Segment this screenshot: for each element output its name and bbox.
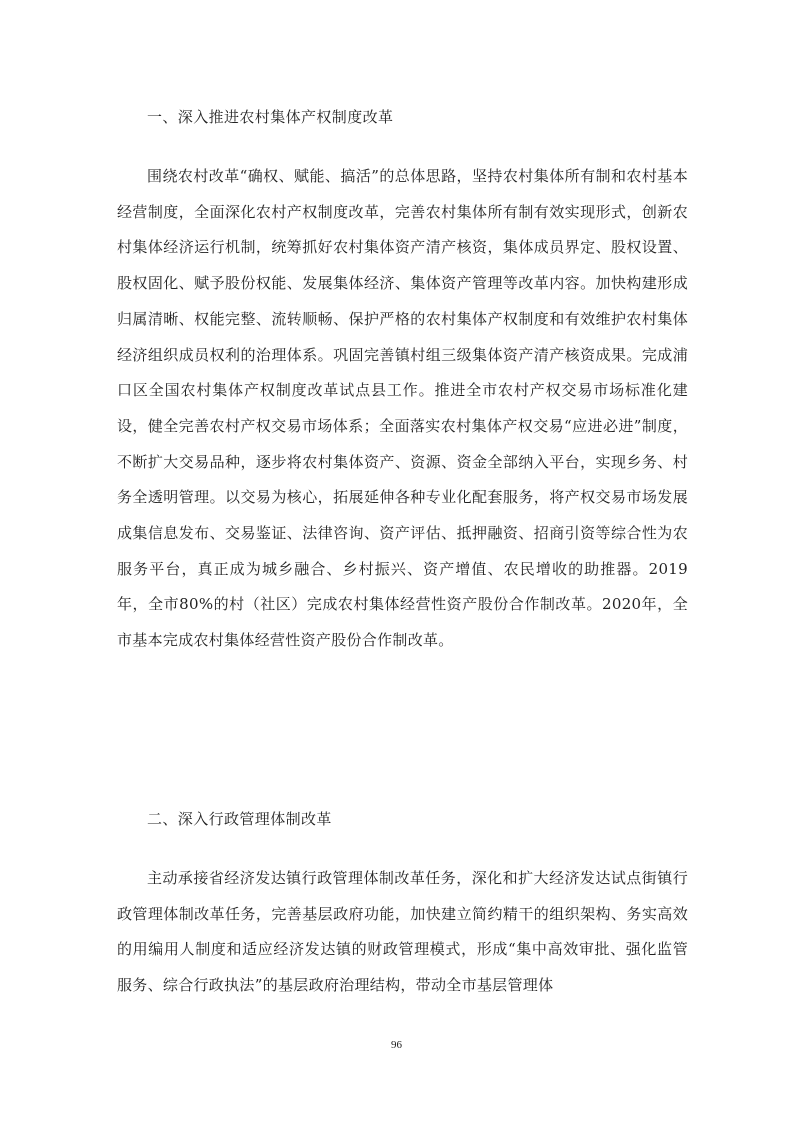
paragraph-administrative-reform: 主动承接省经济发达镇行政管理体制改革任务，深化和扩大经济发达试点街镇行政管理体制改革任务，完善基层政府功能，加快建立简约精干的组织架构、务实高效的用编用人制度和适应经济发达镇的财政管理模式，形成“集中高效审批、强化监管服务、综合行政执法”的基层政府治理结构，带动全市基层管理体 xyxy=(117,869,688,995)
section-heading-rural-property-reform: 一、深入推进农村集体产权制度改革 xyxy=(147,108,394,126)
page-number: 96 xyxy=(391,1039,402,1051)
paragraph-rural-property-reform: 围绕农村改革“确权、赋能、搞活”的总体思路，坚持农村集体所有制和农村基本经营制度，全面深化农村产权制度改革，完善农村集体所有制有效实现形式，创新农村集体经济运行机制，统筹抓好农村集体资产清产核资，集体成员界定、股权设置、股权固化、赋予股份权能、发展集体经济、集体资产管理等改革内容。加快构建形成归属清晰、权能完整、流转顺畅、保护严格的农村集体产权制度和有效维护农村集体经济组织成员权利的治理体系。巩固完善镇村组三级集体资产清产核资成果。完成浦口区全国农村集体产权制度改革试点县工作。推进全市农村产权交易市场标准化建设，健全完善农村产权交易市场体系；全面落实农村集体产权交易“应进必进”制度，不断扩大交易品种，逐步将农村集体资产、资源、资金全部纳入平台，实现乡务、村务全透明管理。以交易为核心，拓展延伸各种专业化配套服务，将产权交易市场发展成集信息发布、交易鉴证、法律咨询、资产评估、抵押融资、招商引资等综合性为农服务平台，真正成为城乡融合、乡村振兴、资产增值、农民增收的助推器。2019年，全市80%的村（社区）完成农村集体经营性资产股份合作制改革。2020年，全市基本完成农村集体经营性资产股份合作制改革。 xyxy=(117,167,688,650)
section-heading-administrative-reform: 二、深入行政管理体制改革 xyxy=(147,810,332,828)
